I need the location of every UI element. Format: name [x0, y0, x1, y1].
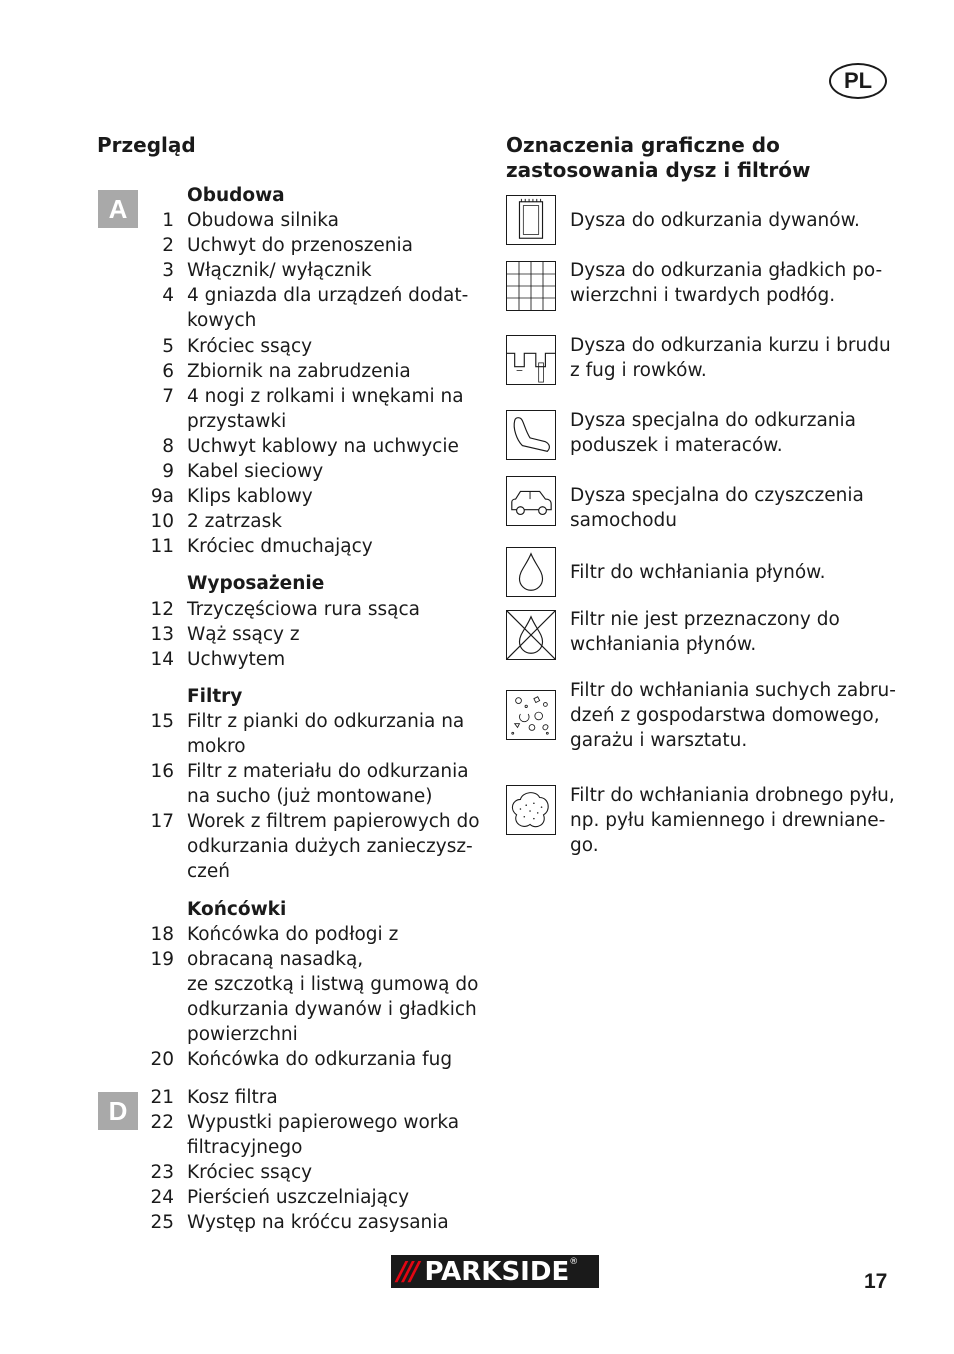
list-item: mokro [187, 735, 246, 757]
symbol-item-hard-floor [506, 261, 906, 311]
figure-label-a: A [98, 190, 138, 228]
list-item: 4 4 gniazda dla urządzeń dodat- [162, 285, 469, 307]
list-item: 3 Włącznik/ wyłącznik [162, 260, 372, 282]
list-item: 6 Zbiornik na zabrudzenia [162, 360, 411, 382]
symbol-item-crevice [506, 335, 906, 385]
parkside-logo [391, 1255, 599, 1288]
symbol-item-no-liquid [506, 610, 906, 660]
section-heading-filters: Filtry [187, 685, 243, 707]
list-item: 9 Kabel sieciowy [162, 461, 324, 483]
parts-list [130, 183, 500, 1072]
list-item: 16 Filtr z materiału do odkurzania [150, 761, 469, 783]
list-item: 23 Króciec ssący [150, 1162, 313, 1184]
overview-title: Przegląd [97, 133, 196, 157]
list-item: 14 Uchwytem [150, 648, 286, 670]
symbol-item-car [506, 476, 906, 533]
symbol-description: Filtr nie jest przeznaczony do wchłaniania płynów. [570, 609, 840, 656]
symbol-description: Dysza do odkurzania kurzu i brudu z fug i rowków. [570, 335, 891, 382]
list-item: 19 obracaną nasadką, [150, 948, 364, 970]
water-drop-icon [506, 547, 556, 597]
symbols-title-line1: Oznaczenia graficzne do [506, 133, 780, 157]
logo-stripes: /// [397, 1256, 417, 1287]
language-badge: PL [829, 63, 887, 99]
list-item: 21 Kosz filtra [150, 1087, 278, 1108]
section-heading-nozzles: Końcówki [187, 898, 287, 920]
list-item: 9a Klips kablowy [150, 486, 313, 508]
crevice-icon [506, 335, 556, 385]
section-heading-equipment: Wyposażenie [187, 573, 325, 595]
page-number: 17 [864, 1270, 888, 1293]
symbol-item-upholstery [506, 410, 906, 460]
list-item: 1 Obudowa silnika [162, 210, 339, 232]
list-item: 2 Uchwyt do przenoszenia [162, 235, 414, 257]
list-item: 22 Wypustki papierowego worka [150, 1112, 460, 1134]
list-item: 8 Uchwyt kablowy na uchwycie [162, 435, 459, 457]
tile-grid-icon [506, 261, 556, 311]
list-item: 25 Występ na króćcu zasysania [150, 1212, 449, 1234]
parts-list-d [130, 1085, 500, 1236]
list-item: 10 2 zatrzask [150, 511, 282, 533]
list-item: 18 Końcówka do podłogi z [150, 923, 399, 945]
list-item: 15 Filtr z pianki do odkurzania na [150, 710, 465, 732]
figure-label-d: D [98, 1092, 138, 1130]
symbol-item-liquid [506, 547, 906, 597]
list-item: powierzchni [187, 1024, 298, 1045]
no-water-drop-icon [506, 610, 556, 660]
section-heading-housing: Obudowa [187, 185, 285, 206]
list-item: na sucho (już montowane) [187, 786, 433, 808]
symbols-title-line2: zastosowania dysz i filtrów [506, 158, 811, 182]
list-item: 5 Króciec ssący [162, 335, 313, 357]
car-icon [506, 476, 556, 526]
carpet-icon [506, 195, 556, 245]
symbol-description: Dysza do odkurzania dywanów. [570, 210, 860, 231]
cushion-seat-icon [506, 410, 556, 460]
symbol-description: Dysza do odkurzania gładkich po- wierzchni i twardych podłóg. [570, 260, 883, 307]
symbols-title [506, 133, 811, 183]
symbol-item-dry-debris [506, 680, 906, 753]
list-item: kowych [187, 310, 257, 332]
fine-dust-icon [506, 785, 556, 835]
symbol-item-fine-dust [506, 785, 906, 858]
list-item: 20 Końcówka do odkurzania fug [150, 1049, 453, 1071]
list-item: 24 Pierścień uszczelniający [150, 1187, 410, 1209]
list-item: ze szczotką i listwą gumową do [187, 973, 479, 995]
list-item: 12 Trzyczęściowa rura ssąca [150, 598, 421, 620]
list-item: odkurzania dużych zanieczysz- [187, 836, 473, 858]
list-item: 13 Wąż ssący z [150, 623, 300, 645]
symbol-description: Dysza specjalna do odkurzania poduszek i materaców. [570, 410, 856, 457]
symbol-description: Filtr do wchłaniania suchych zabru- dzeń z gospodarstwa domowego, garażu i warsztatu. [570, 680, 896, 752]
symbol-item-carpet [506, 195, 906, 245]
list-item: 11 Króciec dmuchający [150, 536, 373, 558]
list-item: przystawki [187, 410, 287, 432]
symbol-description: Filtr do wchłaniania płynów. [570, 562, 826, 583]
logo-text: PARKSIDE [424, 1256, 570, 1287]
list-item: filtracyjnego [187, 1137, 303, 1159]
list-item: odkurzania dywanów i gładkich [187, 998, 477, 1020]
symbol-description: Filtr do wchłaniania drobnego pyłu, np. pyłu kamiennego i drewniane- go. [570, 785, 895, 857]
registered-mark: ® [569, 1257, 579, 1267]
dry-debris-icon [506, 690, 556, 740]
list-item: czeń [187, 861, 230, 883]
list-item: 7 4 nogi z rolkami i wnękami na [162, 385, 464, 407]
symbol-description: Dysza specjalna do czyszczenia samochodu [570, 485, 864, 532]
list-item: 17 Worek z filtrem papierowych do [150, 811, 480, 833]
